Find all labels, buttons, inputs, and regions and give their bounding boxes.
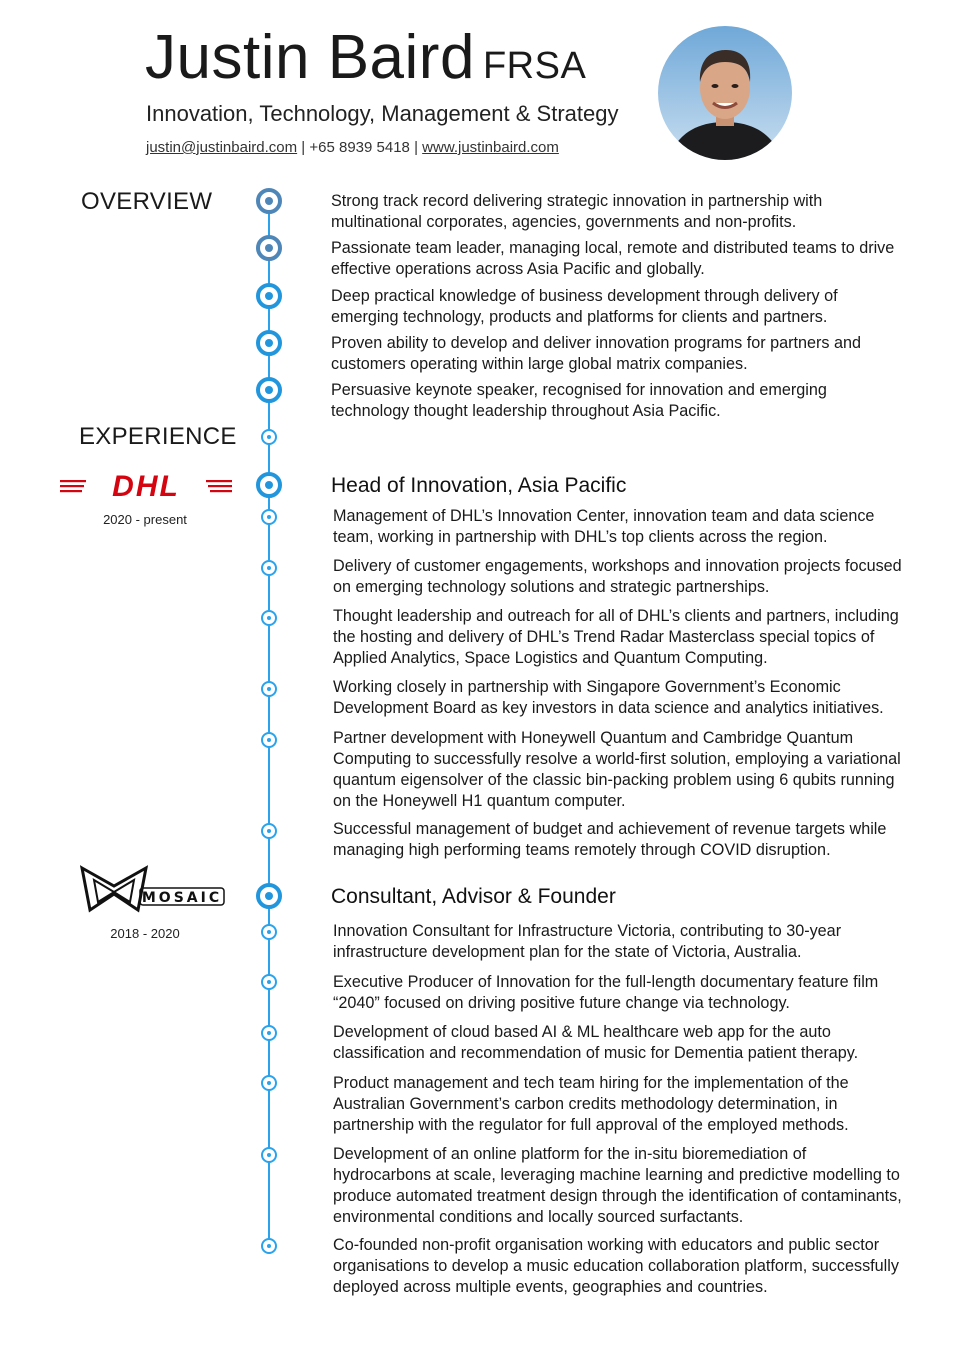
- job-bullet: Product management and tech team hiring for the implementation of the Australian Government’s carbon credits methodology determination, in partnership with the regulator for full approval of the employed methods.: [333, 1074, 849, 1134]
- timeline-node: [261, 509, 277, 525]
- job-bullet: Management of DHL’s Innovation Center, innovation team and data science team, working in partnership with DHL’s top clients across the region.: [333, 507, 875, 546]
- overview-item: Proven ability to develop and deliver innovation programs for partners and customers operating within large global matrix companies.: [331, 334, 861, 373]
- timeline-node: [261, 429, 277, 445]
- timeline-node: [256, 330, 282, 356]
- job-bullet: Development of an online platform for the in-situ bioremediation of hydrocarbons at scale, leveraging machine learning and predictive modelling to produce automated treatment design through the identification of contaminants, environmental conditions and locally sourced surfactants.: [333, 1145, 902, 1226]
- job-bullet: Development of cloud based AI & ML healthcare web app for the auto classification and recommendation of music for Dementia patient therapy.: [333, 1023, 859, 1062]
- overview-item: Deep practical knowledge of business development through delivery of emerging technology, products and platforms for clients and partners.: [331, 287, 838, 326]
- timeline-node: [261, 974, 277, 990]
- contact-line: [146, 138, 559, 158]
- email-link[interactable]: justin@justinbaird.com: [146, 139, 298, 156]
- contact-separator: |: [414, 139, 418, 156]
- timeline-node: [261, 560, 277, 576]
- timeline-node: [261, 1147, 277, 1163]
- job-bullet: Delivery of customer engagements, workshops and innovation projects focused on emerging technology solutions and strategic partnerships.: [333, 557, 902, 596]
- mosaic-logo-text: MOSAIC: [141, 890, 223, 906]
- timeline-node: [261, 924, 277, 940]
- dhl-logo-text: DHL: [112, 471, 180, 501]
- mosaic-logo: [80, 864, 226, 914]
- experience-heading: EXPERIENCE: [79, 423, 237, 450]
- job-bullet: Innovation Consultant for Infrastructure Victoria, contributing to 30-year infrastructure development plan for the state of Victoria, Australia.: [333, 922, 842, 961]
- overview-item: Strong track record delivering strategic innovation in partnership with multinational corporates, agencies, governments and non-profits.: [331, 192, 823, 231]
- timeline-node: [261, 610, 277, 626]
- timeline-node: [261, 1075, 277, 1091]
- job-dates: 2018 - 2020: [110, 926, 180, 941]
- timeline-node: [256, 188, 282, 214]
- phone-number: +65 8939 5418: [309, 139, 410, 156]
- dhl-logo: [60, 471, 232, 501]
- timeline-node: [256, 235, 282, 261]
- job-bullet: Working closely in partnership with Singapore Government’s Economic Development Board as key investors in data science and analytics initiatives.: [333, 678, 884, 717]
- avatar: [658, 26, 792, 160]
- timeline-node: [256, 472, 282, 498]
- name-text: Justin Baird: [145, 23, 475, 92]
- job-dates: 2020 - present: [103, 512, 187, 527]
- timeline-node: [261, 1025, 277, 1041]
- job-bullet: Co-founded non-profit organisation working with educators and public sector organisations to develop a music education collaboration platform, successfully deployed across multiple events, geographies and countries.: [333, 1236, 899, 1296]
- timeline-node: [261, 732, 277, 748]
- job-title: Consultant, Advisor & Founder: [331, 885, 616, 908]
- job-bullet: Executive Producer of Innovation for the full-length documentary feature film “2040” focused on driving positive future change via technology.: [333, 973, 879, 1012]
- timeline-node: [261, 823, 277, 839]
- timeline-node: [256, 883, 282, 909]
- timeline-node: [256, 377, 282, 403]
- overview-item: Persuasive keynote speaker, recognised for innovation and emerging technology thought leadership throughout Asia Pacific.: [331, 381, 827, 420]
- timeline-node: [261, 1238, 277, 1254]
- website-link[interactable]: www.justinbaird.com: [422, 139, 559, 156]
- tagline: Innovation, Technology, Management & Strategy: [146, 101, 619, 126]
- job-bullet: Partner development with Honeywell Quantum and Cambridge Quantum Computing to successfully resolve a world-first solution, employing a variational quantum eigensolver of the classic bin-packing problem using 6 qubits running on the Honeywell H1 quantum computer.: [333, 729, 901, 810]
- job-bullet: Successful management of budget and achievement of revenue targets while managing high performing teams remotely through COVID disruption.: [333, 820, 887, 859]
- name-suffix: FRSA: [482, 45, 587, 87]
- job-title: Head of Innovation, Asia Pacific: [331, 474, 627, 497]
- timeline-node: [256, 283, 282, 309]
- person-name: [145, 22, 586, 102]
- overview-heading: OVERVIEW: [81, 188, 213, 215]
- overview-item: Passionate team leader, managing local, remote and distributed teams to drive effective operations across Asia Pacific and globally.: [331, 239, 895, 278]
- job-bullet: Thought leadership and outreach for all of DHL’s clients and partners, including the hosting and delivery of DHL’s Trend Radar Masterclass special topics of Applied Analytics, Space Logistics and Quantum Computing.: [333, 607, 899, 667]
- timeline-node: [261, 681, 277, 697]
- contact-separator: |: [301, 139, 306, 156]
